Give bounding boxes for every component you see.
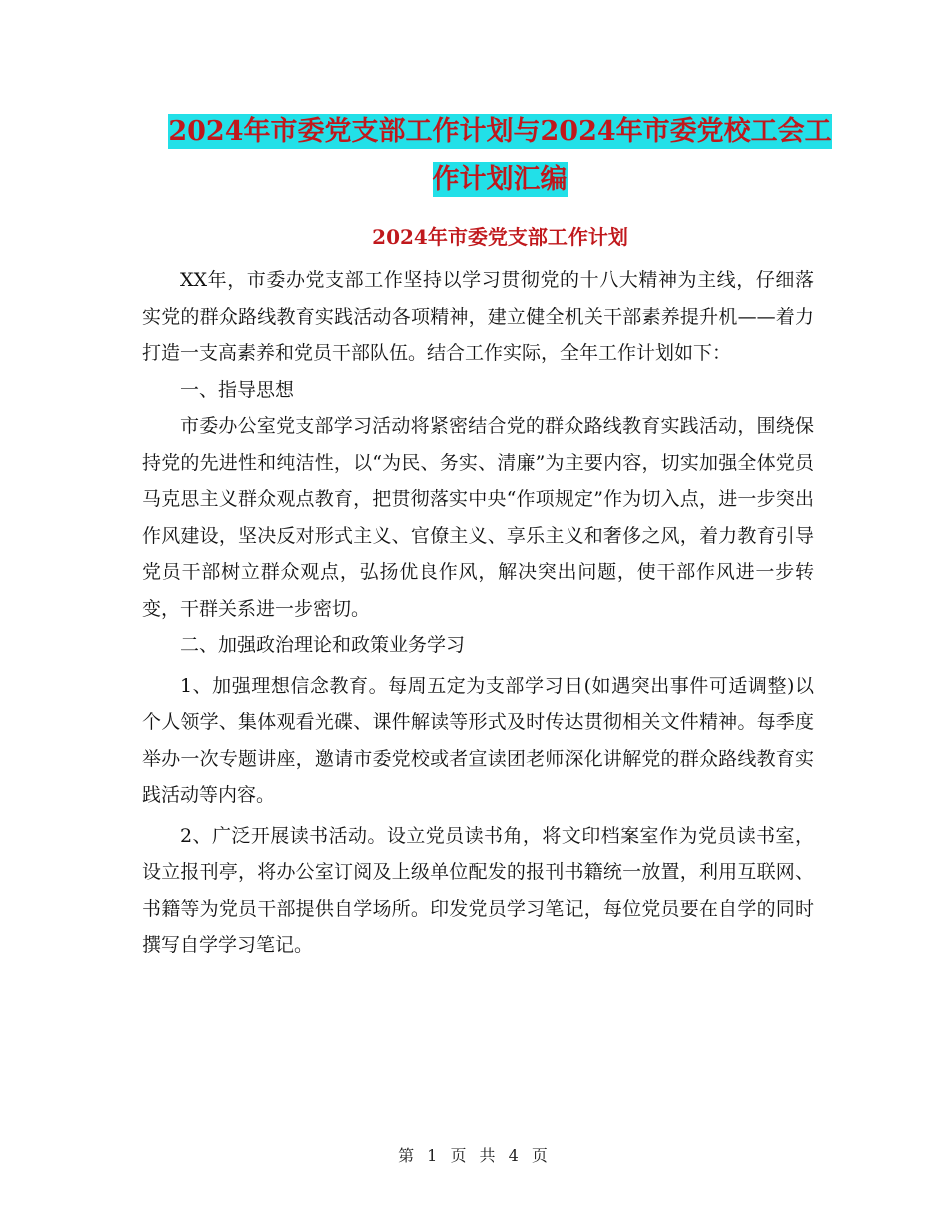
paragraph-ideal-belief-education: 1、加强理想信念教育。每周五定为支部学习日(如遇突出事件可适调整)以个人领学、集体观看光碟、课件解读等形式及时传达贯彻相关文件精神。每季度举办一次专题讲座，邀请市委党校或者宣读团老师深化讲解党的群众路线教育实践活动等内容。 (142, 674, 814, 806)
paragraph-guiding-ideology: 市委办公室党支部学习活动将紧密结合党的群众路线教育实践活动，围绕保持党的先进性和纯洁性，以“为民、务实、清廉”为主要内容，切实加强全体党员马克思主义群众观点教育，把贯彻落实中央“作项规定”作为切入点，进一步突出作风建设，坚决反对形式主义、官僚主义、享乐主义和奢侈之风，着力教育引导党员干部树立群众观点，弘扬优良作风，解决突出问题，使干部作风进一步转变，干群关系进一步密切。 (142, 415, 814, 620)
document-title-line-1: 2024年市委党支部工作计划与2024年市委党校工会工 (168, 116, 832, 147)
document-title-line-2: 作计划汇编 (432, 164, 568, 195)
document-body (142, 262, 814, 964)
paragraph-intro: XX年，市委办党支部工作坚持以学习贯彻党的十八大精神为主线，仔细落实党的群众路线教育实践活动各项精神，建立健全机关干部素养提升机——着力打造一支高素养和党员干部队伍。结合工作实际，全年工作计划如下： (142, 269, 814, 364)
heading-political-study: 二、加强政治理论和政策业务学习 (180, 634, 466, 656)
section-title: 2024年市委党支部工作计划 (372, 225, 628, 249)
heading-guiding-ideology: 一、指导思想 (180, 378, 295, 401)
paragraph-reading-activities: 2、广泛开展读书活动。设立党员读书角，将文印档案室作为党员读书室，设立报刊亭，将办公室订阅及上级单位配发的报刊书籍统一放置，利用互联网、书籍等为党员干部提供自学场所。印发党员学习笔记，每位党员要在自学的同时撰写自学学习笔记。 (142, 824, 814, 956)
page-footer: 第 1 页 共 4 页 (398, 1146, 552, 1165)
document-title (140, 108, 860, 204)
